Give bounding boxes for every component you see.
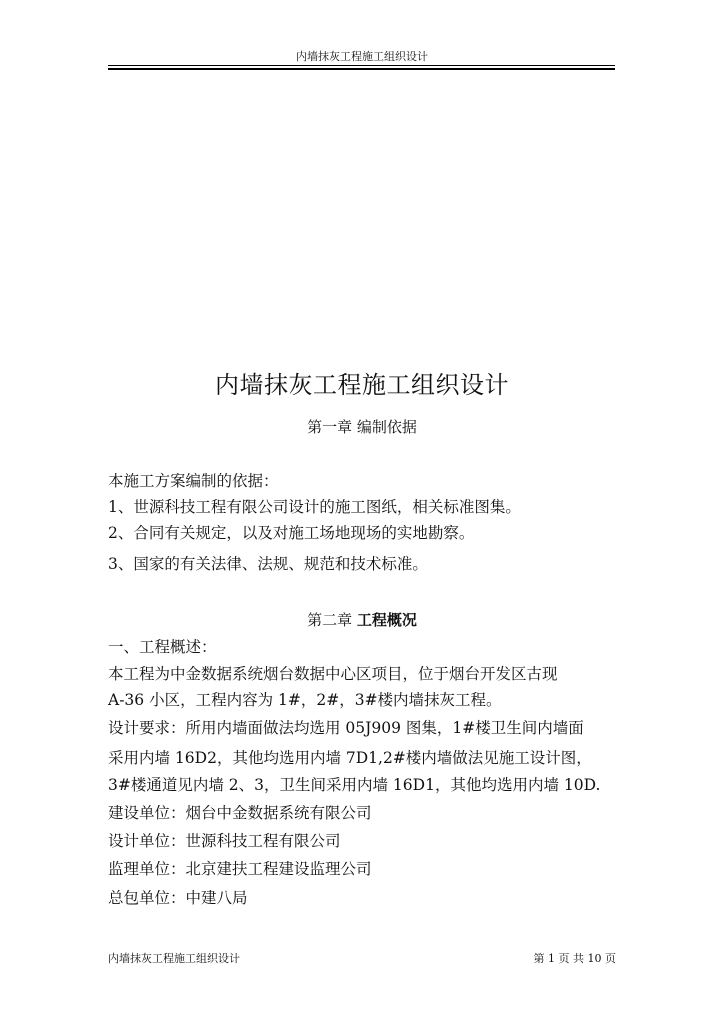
overview-line-1: 本工程为中金数据系统烟台数据中心区项目，位于烟台开发区古现 — [108, 665, 558, 683]
design-requirement-line-3: 3#楼通道见内墙 2、3，卫生间采用内墙 16D1，其他均选用内墙 10D. — [108, 776, 601, 794]
header-rule-thin — [108, 65, 615, 66]
chapter-2-title: 工程概况 — [356, 611, 417, 629]
chapter-2-heading — [0, 610, 724, 630]
chapter-1-heading: 第一章 编制依据 — [307, 418, 417, 436]
overview-heading: 一、工程概述： — [108, 638, 217, 656]
running-header: 内墙抹灰工程施工组织设计 — [296, 50, 428, 63]
design-requirement-line-1: 设计要求：所用内墙面做法均选用 05J909 图集，1#楼卫生间内墙面 — [108, 719, 584, 737]
design-unit: 设计单位：世源科技工程有限公司 — [108, 832, 341, 850]
basis-item-2: 2、合同有关规定，以及对施工场地现场的实地勘察。 — [108, 524, 475, 542]
basis-intro: 本施工方案编制的依据： — [108, 472, 279, 490]
design-requirement-line-2: 采用内墙 16D2，其他均选用内墙 7D1,2#楼内墙做法见施工设计图， — [108, 749, 592, 767]
header-rule-thick — [108, 68, 615, 70]
construction-unit: 建设单位：烟台中金数据系统有限公司 — [108, 804, 372, 822]
footer-document-name: 内墙抹灰工程施工组织设计 — [108, 952, 240, 965]
general-contractor: 总包单位：中建八局 — [108, 889, 248, 907]
supervision-unit: 监理单位：北京建扶工程建设监理公司 — [108, 860, 372, 878]
document-title: 内墙抹灰工程施工组织设计 — [215, 371, 509, 399]
overview-line-2: A-36 小区，工程内容为 1#，2#，3#楼内墙抹灰工程。 — [108, 691, 502, 709]
footer-page-number: 第 1 页 共 10 页 — [533, 952, 616, 965]
basis-item-1: 1、世源科技工程有限公司设计的施工图纸，相关标准图集。 — [108, 498, 521, 516]
basis-item-3: 3、国家的有关法律、法规、规范和技术标准。 — [108, 555, 428, 573]
chapter-2-number: 第二章 — [307, 611, 357, 629]
